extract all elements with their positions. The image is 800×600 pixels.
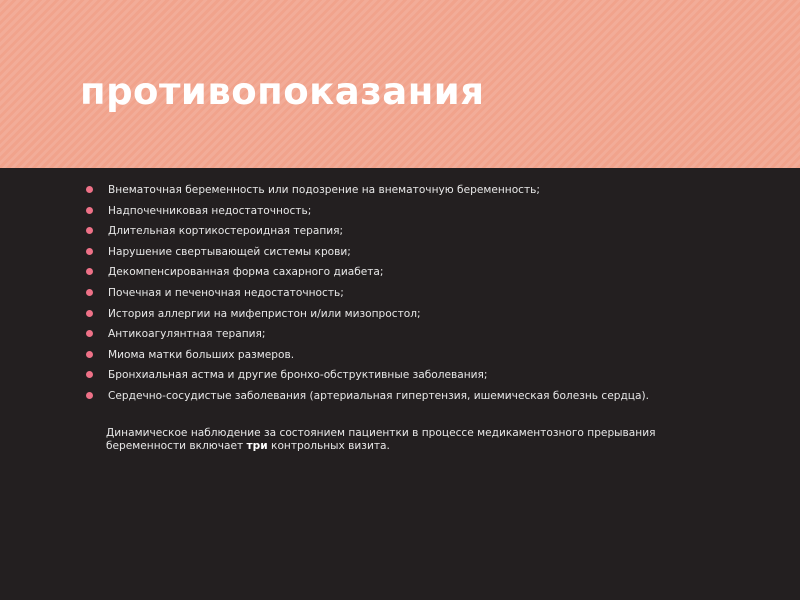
list-item: [86, 369, 706, 382]
list-item-text: Бронхиальная астма и другие бронхо-обструктивные заболевания;: [108, 369, 488, 382]
list-item: [86, 246, 706, 259]
list-item: [86, 349, 706, 362]
list-item-text: Нарушение свертывающей системы крови;: [108, 245, 351, 258]
list-item: [86, 308, 706, 321]
note-text-after: контрольных визита.: [267, 439, 390, 452]
note-text-before: Динамическое наблюдение за состоянием пациентки в процессе медикаментозного прерывания беременности включает: [106, 426, 656, 452]
slide-title: противопоказания: [80, 70, 485, 113]
list-item-text: Длительная кортикостероидная терапия;: [108, 225, 344, 238]
bullet-icon: [86, 289, 93, 296]
bullet-icon: [86, 392, 93, 399]
bullet-icon: [86, 371, 93, 378]
bullet-icon: [86, 268, 93, 275]
bullet-icon: [86, 207, 93, 214]
list-item-text: Внематочная беременность или подозрение на внематочную беременность;: [108, 184, 540, 196]
slide-content: [86, 184, 706, 453]
bullet-icon: [86, 227, 93, 234]
list-item-text: Миома матки больших размеров.: [108, 348, 295, 361]
list-item-text: Почечная и печеночная недостаточность;: [108, 286, 344, 299]
bullet-icon: [86, 186, 93, 193]
list-item-text: Антикоагулянтная терапия;: [108, 328, 266, 341]
bullet-icon: [86, 248, 93, 255]
bullet-icon: [86, 330, 93, 337]
note-emphasis: три: [246, 439, 268, 452]
list-item: [86, 266, 706, 279]
list-item-text: Декомпенсированная форма сахарного диабета;: [108, 266, 384, 279]
list-item: [86, 225, 706, 238]
bullet-icon: [86, 310, 93, 317]
bullet-icon: [86, 351, 93, 358]
contraindications-list: [86, 184, 706, 403]
list-item: [86, 328, 706, 341]
list-item: [86, 184, 706, 197]
list-item-text: Сердечно-сосудистые заболевания (артериальная гипертензия, ишемическая болезнь сердца).: [108, 389, 649, 402]
list-item-text: Надпочечниковая недостаточность;: [108, 204, 312, 217]
list-item-text: История аллергии на мифепристон и/или мизопростол;: [108, 307, 421, 320]
list-item: [86, 287, 706, 300]
list-item: [86, 390, 706, 403]
monitoring-note: [106, 427, 666, 453]
list-item: [86, 205, 706, 218]
